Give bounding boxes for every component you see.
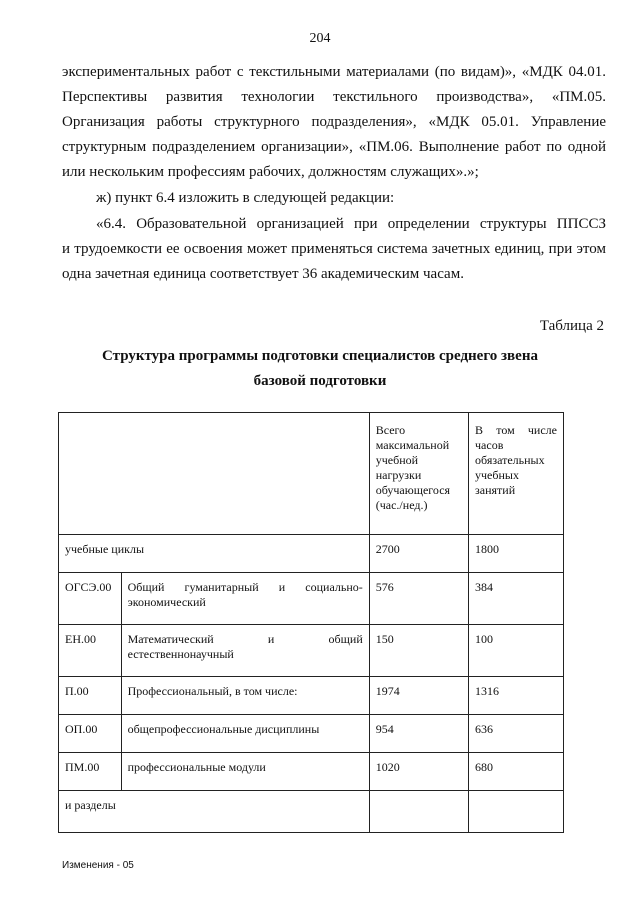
paragraph-1 — [62, 60, 606, 185]
row-code-cell: ОП.00 — [59, 715, 122, 753]
header-total-line: нагрузки — [375, 468, 422, 482]
row-name-cell: профессиональные модули — [121, 753, 369, 791]
table-header-row — [59, 413, 564, 535]
row-required-cell: 636 — [469, 715, 564, 753]
header-total-cell — [369, 413, 468, 535]
row-name-cell — [121, 625, 369, 677]
footer-changes-note: Изменения - 05 — [62, 860, 134, 871]
table-title — [0, 344, 640, 394]
header-required-line: часов — [475, 438, 504, 452]
paragraph-1-line-2: Перспективы развития технологии текстильного производства», «ПМ.05. — [62, 89, 606, 105]
header-empty-cell — [59, 413, 370, 535]
table-row — [59, 535, 564, 573]
table-title-line-1: Структура программы подготовки специалистов среднего звена — [102, 348, 538, 364]
header-required-line: занятий — [475, 483, 516, 497]
row-name-cell: и разделы — [59, 791, 370, 833]
row-total-cell: 954 — [369, 715, 468, 753]
table-row — [59, 753, 564, 791]
header-required-cell — [469, 413, 564, 535]
table-row — [59, 715, 564, 753]
row-total-cell — [369, 791, 468, 833]
header-total-line: (час./нед.) — [375, 498, 428, 512]
row-code-cell: ЕН.00 — [59, 625, 122, 677]
row-required-cell: 384 — [469, 573, 564, 625]
structure-table — [58, 412, 564, 833]
row-total-cell: 1020 — [369, 753, 468, 791]
row-name-line-2: естественнонаучный — [127, 647, 234, 661]
row-name-line-2: экономический — [127, 595, 206, 609]
row-name-line-1: Общий гуманитарный и социально- — [127, 580, 363, 594]
row-required-cell: 1316 — [469, 677, 564, 715]
paragraph-3-line-1: «6.4. Образовательной организацией при определении структуры ППССЗ — [96, 216, 606, 232]
table-row — [59, 677, 564, 715]
row-code-cell: П.00 — [59, 677, 122, 715]
header-total-line: обучающегося — [375, 483, 451, 497]
row-name-line-1: Математический и общий — [127, 632, 363, 646]
paragraph-3-line-3: одна зачетная единица соответствует 36 академическим часам. — [62, 266, 464, 282]
paragraph-3 — [62, 212, 606, 287]
header-required-line: учебных — [475, 468, 519, 482]
header-required-line: В том числе — [475, 423, 557, 437]
header-total-line: максимальной — [375, 438, 450, 452]
table-title-line-2: базовой подготовки — [253, 373, 387, 389]
table-row — [59, 573, 564, 625]
row-total-cell: 150 — [369, 625, 468, 677]
row-required-cell: 680 — [469, 753, 564, 791]
row-name-cell — [121, 573, 369, 625]
row-required-cell: 1800 — [469, 535, 564, 573]
header-total-line: Всего — [375, 423, 406, 437]
row-total-cell: 2700 — [369, 535, 468, 573]
paragraph-2: ж) пункт 6.4 изложить в следующей редакции: — [96, 190, 395, 206]
page-number: 204 — [309, 31, 331, 46]
header-total-line: учебной — [375, 453, 419, 467]
row-total-cell: 1974 — [369, 677, 468, 715]
row-required-cell — [469, 791, 564, 833]
paragraph-1-line-4: структурным подразделением организации», «ПМ.06. Выполнение работ по одной — [62, 139, 606, 155]
row-required-cell: 100 — [469, 625, 564, 677]
row-name-cell: Профессиональный, в том числе: — [121, 677, 369, 715]
paragraph-1-line-3: Организация работы структурного подразделения», «МДК 05.01. Управление — [62, 114, 606, 130]
row-total-cell: 576 — [369, 573, 468, 625]
table-row — [59, 791, 564, 833]
row-name-cell: общепрофессиональные дисциплины — [121, 715, 369, 753]
paragraph-1-line-1: экспериментальных работ с текстильными материалами (по видам)», «МДК 04.01. — [62, 64, 606, 80]
row-code-cell: ОГСЭ.00 — [59, 573, 122, 625]
header-required-line: обязательных — [475, 453, 545, 467]
paragraph-1-line-5: или нескольким профессиям рабочих, должностям служащих».»; — [62, 164, 479, 180]
row-name-cell: учебные циклы — [59, 535, 370, 573]
table-label: Таблица 2 — [539, 318, 604, 334]
paragraph-3-line-2: и трудоемкости ее освоения может применяться система зачетных единиц, при этом — [62, 241, 606, 257]
row-code-cell: ПМ.00 — [59, 753, 122, 791]
table-row — [59, 625, 564, 677]
